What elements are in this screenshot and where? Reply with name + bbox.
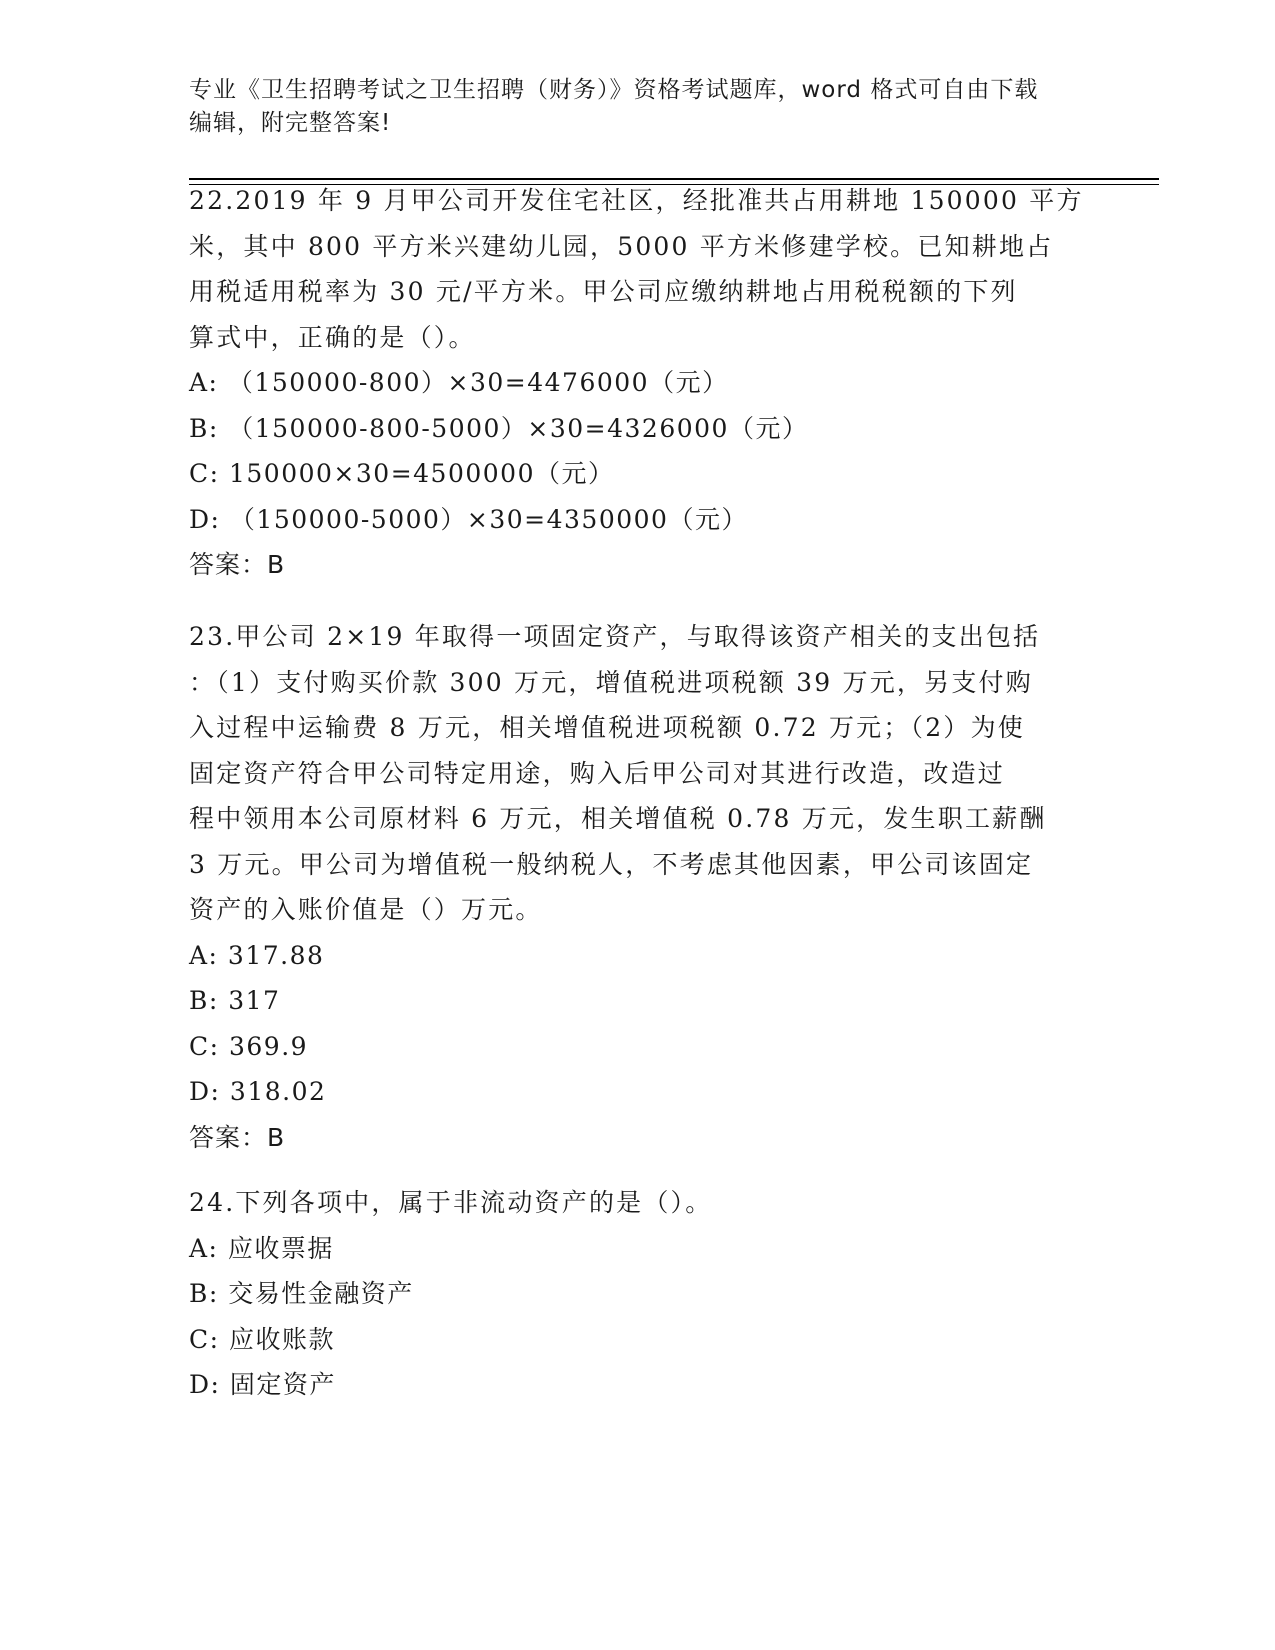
question-24 bbox=[189, 1180, 1089, 1408]
question-text bbox=[189, 614, 1089, 933]
answer: 答案：B bbox=[189, 550, 286, 579]
option-a: A: 317.88 bbox=[189, 940, 325, 970]
question-text bbox=[189, 178, 1089, 360]
question-line: 入过程中运输费 8 万元，相关增值税进项税额 0.72 万元；（2）为使 bbox=[189, 713, 1025, 742]
question-line: 3 万元。甲公司为增值税一般纳税人，不考虑其他因素，甲公司该固定 bbox=[189, 849, 1034, 879]
option-b: B: 317 bbox=[189, 986, 281, 1015]
option-d: D: （150000-5000）×30=4350000（元） bbox=[189, 504, 748, 534]
option-d: D: 固定资产 bbox=[189, 1370, 336, 1399]
option-d: D: 318.02 bbox=[189, 1077, 327, 1106]
question-22 bbox=[189, 178, 1089, 588]
question-line: 用税适用税率为 30 元/平方米。甲公司应缴纳耕地占用税税额的下列 bbox=[189, 277, 1018, 306]
question-line: 资产的入账价值是（）万元。 bbox=[189, 895, 543, 924]
option-b: B: 交易性金融资产 bbox=[189, 1279, 414, 1308]
option-b: B: （150000-800-5000）×30=4326000（元） bbox=[189, 413, 809, 443]
option-a: A: 应收票据 bbox=[189, 1233, 334, 1263]
question-text bbox=[189, 1180, 1089, 1226]
question-23 bbox=[189, 614, 1089, 1160]
option-c: C: 150000×30=4500000（元） bbox=[189, 459, 615, 488]
question-line: 程中领用本公司原材料 6 万元，相关增值税 0.78 万元，发生职工薪酬 bbox=[189, 804, 1047, 833]
header-line: 专业《卫生招聘考试之卫生招聘（财务）》资格考试题库，word 格式可自由下载 bbox=[189, 77, 1039, 103]
question-line: 22.2019 年 9 月甲公司开发住宅社区，经批准共占用耕地 150000 平方 bbox=[189, 186, 1084, 215]
question-line: 固定资产符合甲公司特定用途，购入后甲公司对其进行改造，改造过 bbox=[189, 758, 1006, 788]
option-c: C: 应收账款 bbox=[189, 1324, 335, 1354]
question-line: 算式中，正确的是（）。 bbox=[189, 322, 476, 352]
question-line: ：（1）支付购买价款 300 万元，增值税进项税额 39 万元，另支付购 bbox=[189, 667, 1033, 697]
header-line: 编辑，附完整答案! bbox=[189, 110, 392, 136]
question-line: 23.甲公司 2×19 年取得一项固定资产，与取得该资产相关的支出包括 bbox=[189, 622, 1041, 651]
document-header bbox=[189, 74, 1089, 140]
answer: 答案：B bbox=[189, 1122, 286, 1152]
question-line: 24.下列各项中，属于非流动资产的是（）。 bbox=[189, 1188, 713, 1217]
question-line: 米，其中 800 平方米兴建幼儿园，5000 平方米修建学校。已知耕地占 bbox=[189, 231, 1054, 261]
option-c: C: 369.9 bbox=[189, 1031, 309, 1061]
option-a: A: （150000-800）×30=4476000（元） bbox=[189, 368, 729, 397]
